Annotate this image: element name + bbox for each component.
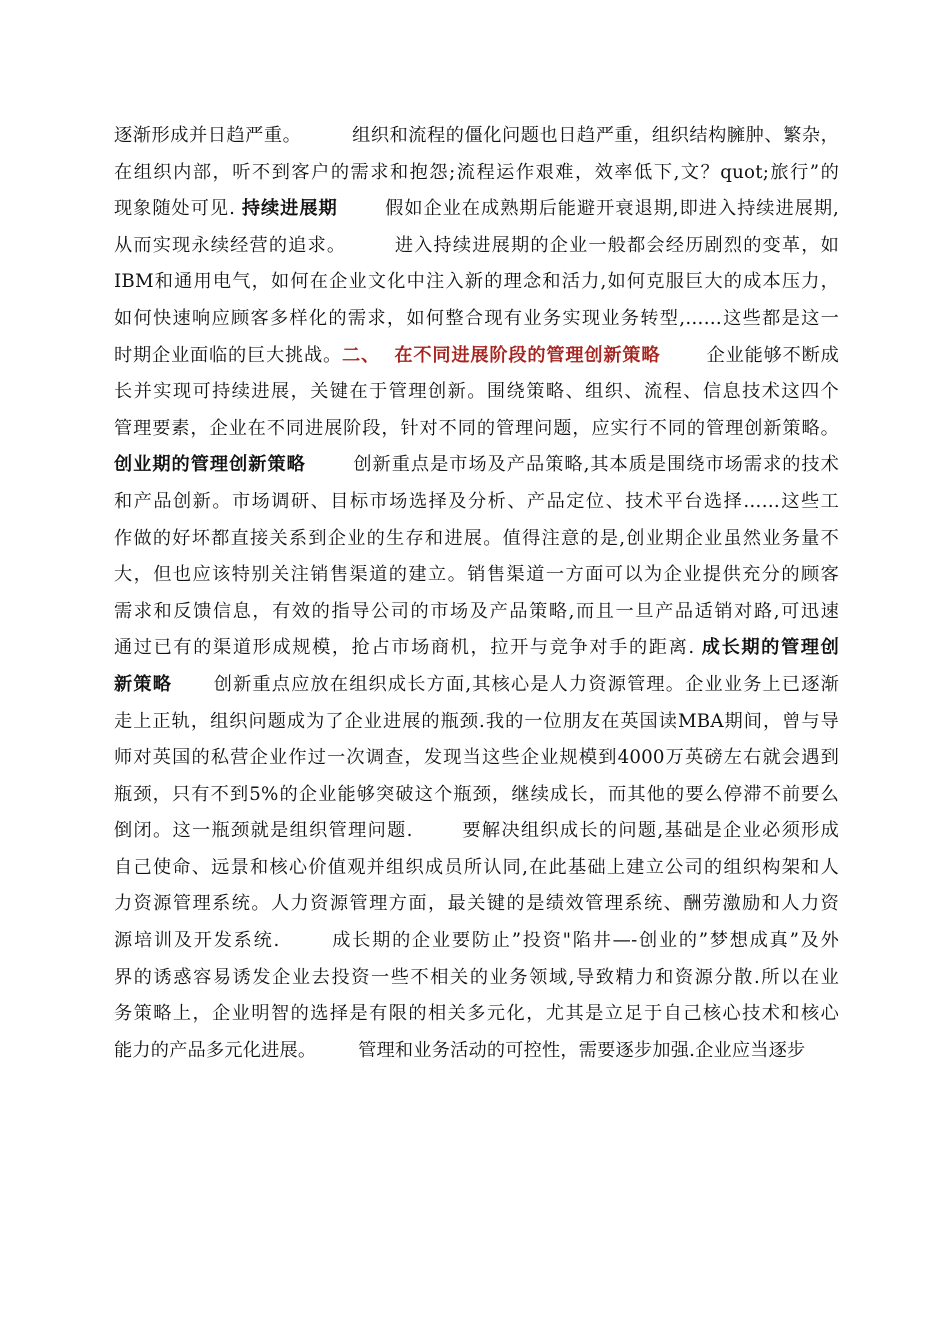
- text-run: 瓶颈，只有不到5%的企业能够突破这个瓶颈，继续成长，而其他的要么停滞不前要么: [114, 783, 839, 805]
- text-run: 通过已有的渠道形成规模，抢占市场商机，拉开与竞争对手的距离.: [114, 637, 702, 659]
- text-line: [114, 521, 839, 558]
- text-run: 大，但也应该特别关注销售渠道的建立。销售渠道一方面可以为企业提供充分的顾客: [114, 564, 839, 586]
- text-line: [114, 484, 839, 521]
- text-run: 企业能够不断成: [660, 344, 839, 366]
- text-run: 和产品创新。市场调研、目标市场选择及分析、产品定位、技术平台选择……这些工: [114, 490, 839, 512]
- text-line: [114, 301, 839, 338]
- text-line: [114, 813, 839, 850]
- text-line: [114, 630, 839, 667]
- text-run: 长并实现可持续进展，关键在于管理创新。围绕策略、组织、流程、信息技术这四个: [114, 381, 839, 403]
- text-line: [114, 411, 839, 448]
- text-run: 创新重点应放在组织成长方面,其核心是人力资源管理。企业业务上已逐渐: [172, 673, 839, 695]
- text-line: [114, 264, 839, 301]
- text-run: 倒闭。这一瓶颈就是组织管理问题. 要解决组织成长的问题,基础是企业必须形成: [114, 820, 839, 842]
- text-line: [114, 118, 839, 155]
- text-run: 需求和反馈信息，有效的指导公司的市场及产品策略,而且一旦产品适销对路,可迅速: [114, 600, 839, 622]
- text-line: [114, 923, 839, 960]
- section-heading: 二、 在不同进展阶段的管理创新策略: [342, 344, 661, 366]
- text-run: 假如企业在成熟期后能避开衰退期,即进入持续进展期,: [337, 198, 839, 220]
- text-line: [114, 338, 839, 375]
- body-text: [114, 118, 839, 1069]
- text-run: 时期企业面临的巨大挑战。: [114, 344, 343, 366]
- text-run: 师对英国的私营企业作过一次调查，发现当这些企业规模到4000万英磅左右就会遇到: [114, 747, 839, 769]
- text-line: [114, 740, 839, 777]
- text-run: 源培训及开发系统. 成长期的企业要防止”投资"陷井—-创业的”梦想成真”及外: [114, 930, 839, 952]
- text-line: [114, 155, 839, 192]
- text-run: 界的诱惑容易诱发企业去投资一些不相关的业务领域,导致精力和资源分散.所以在业: [114, 966, 839, 988]
- text-run: IBM和通用电气，如何在企业文化中注入新的理念和活力,如何克服巨大的成本压力，: [114, 271, 839, 293]
- text-line: [114, 374, 839, 411]
- text-line: [114, 594, 839, 631]
- text-run: 力资源管理系统。人力资源管理方面，最关键的是绩效管理系统、酬劳激励和人力资: [114, 893, 839, 915]
- text-line: [114, 996, 839, 1033]
- text-line: [114, 557, 839, 594]
- text-run: 自己使命、远景和核心价值观并组织成员所认同,在此基础上建立公司的组织构架和人: [114, 856, 839, 878]
- text-line: [114, 960, 839, 997]
- bold-heading: 创业期的管理创新策略: [114, 454, 306, 476]
- text-line: [114, 886, 839, 923]
- text-run: 作做的好坏都直接关系到企业的生存和进展。值得注意的是,创业期企业虽然业务量不: [114, 527, 839, 549]
- text-line: [114, 777, 839, 814]
- text-line: [114, 667, 839, 704]
- text-run: 务策略上，企业明智的选择是有限的相关多元化，尤其是立足于自己核心技术和核心: [114, 1003, 839, 1025]
- text-run: 在组织内部，听不到客户的需求和抱怨;流程运作艰难，效率低下,文？quot;旅行”的: [114, 161, 839, 183]
- bold-heading: 成长期的管理创: [701, 637, 839, 659]
- text-line: [114, 447, 839, 484]
- text-line: [114, 704, 839, 741]
- text-line: [114, 1033, 839, 1070]
- text-run: 走上正轨，组织问题成为了企业进展的瓶颈.我的一位朋友在英国读MBA期间，曾与导: [114, 710, 839, 732]
- text-run: 如何快速响应顾客多样化的需求，如何整合现有业务实现业务转型,……这些都是这一: [114, 307, 839, 329]
- text-run: 创新重点是市场及产品策略,其本质是围绕市场需求的技术: [305, 454, 839, 476]
- text-line: [114, 228, 839, 265]
- text-line: [114, 191, 839, 228]
- bold-heading: 新策略: [114, 673, 173, 695]
- text-line: [114, 850, 839, 887]
- text-run: 从而实现永续经营的追求。 进入持续进展期的企业一般都会经历剧烈的变革，如: [114, 234, 839, 256]
- text-run: 能力的产品多元化进展。 管理和业务活动的可控性，需要逐步加强.企业应当逐步: [114, 1039, 806, 1061]
- text-run: 管理要素，企业在不同进展阶段，针对不同的管理问题，应实行不同的管理创新策略。: [114, 417, 839, 439]
- text-run: 现象随处可见.: [114, 198, 242, 220]
- bold-heading: 持续进展期: [241, 198, 338, 220]
- text-run: 逐渐形成并日趋严重。 组织和流程的僵化问题也日趋严重，组织结构臃肿、繁杂，: [114, 125, 839, 146]
